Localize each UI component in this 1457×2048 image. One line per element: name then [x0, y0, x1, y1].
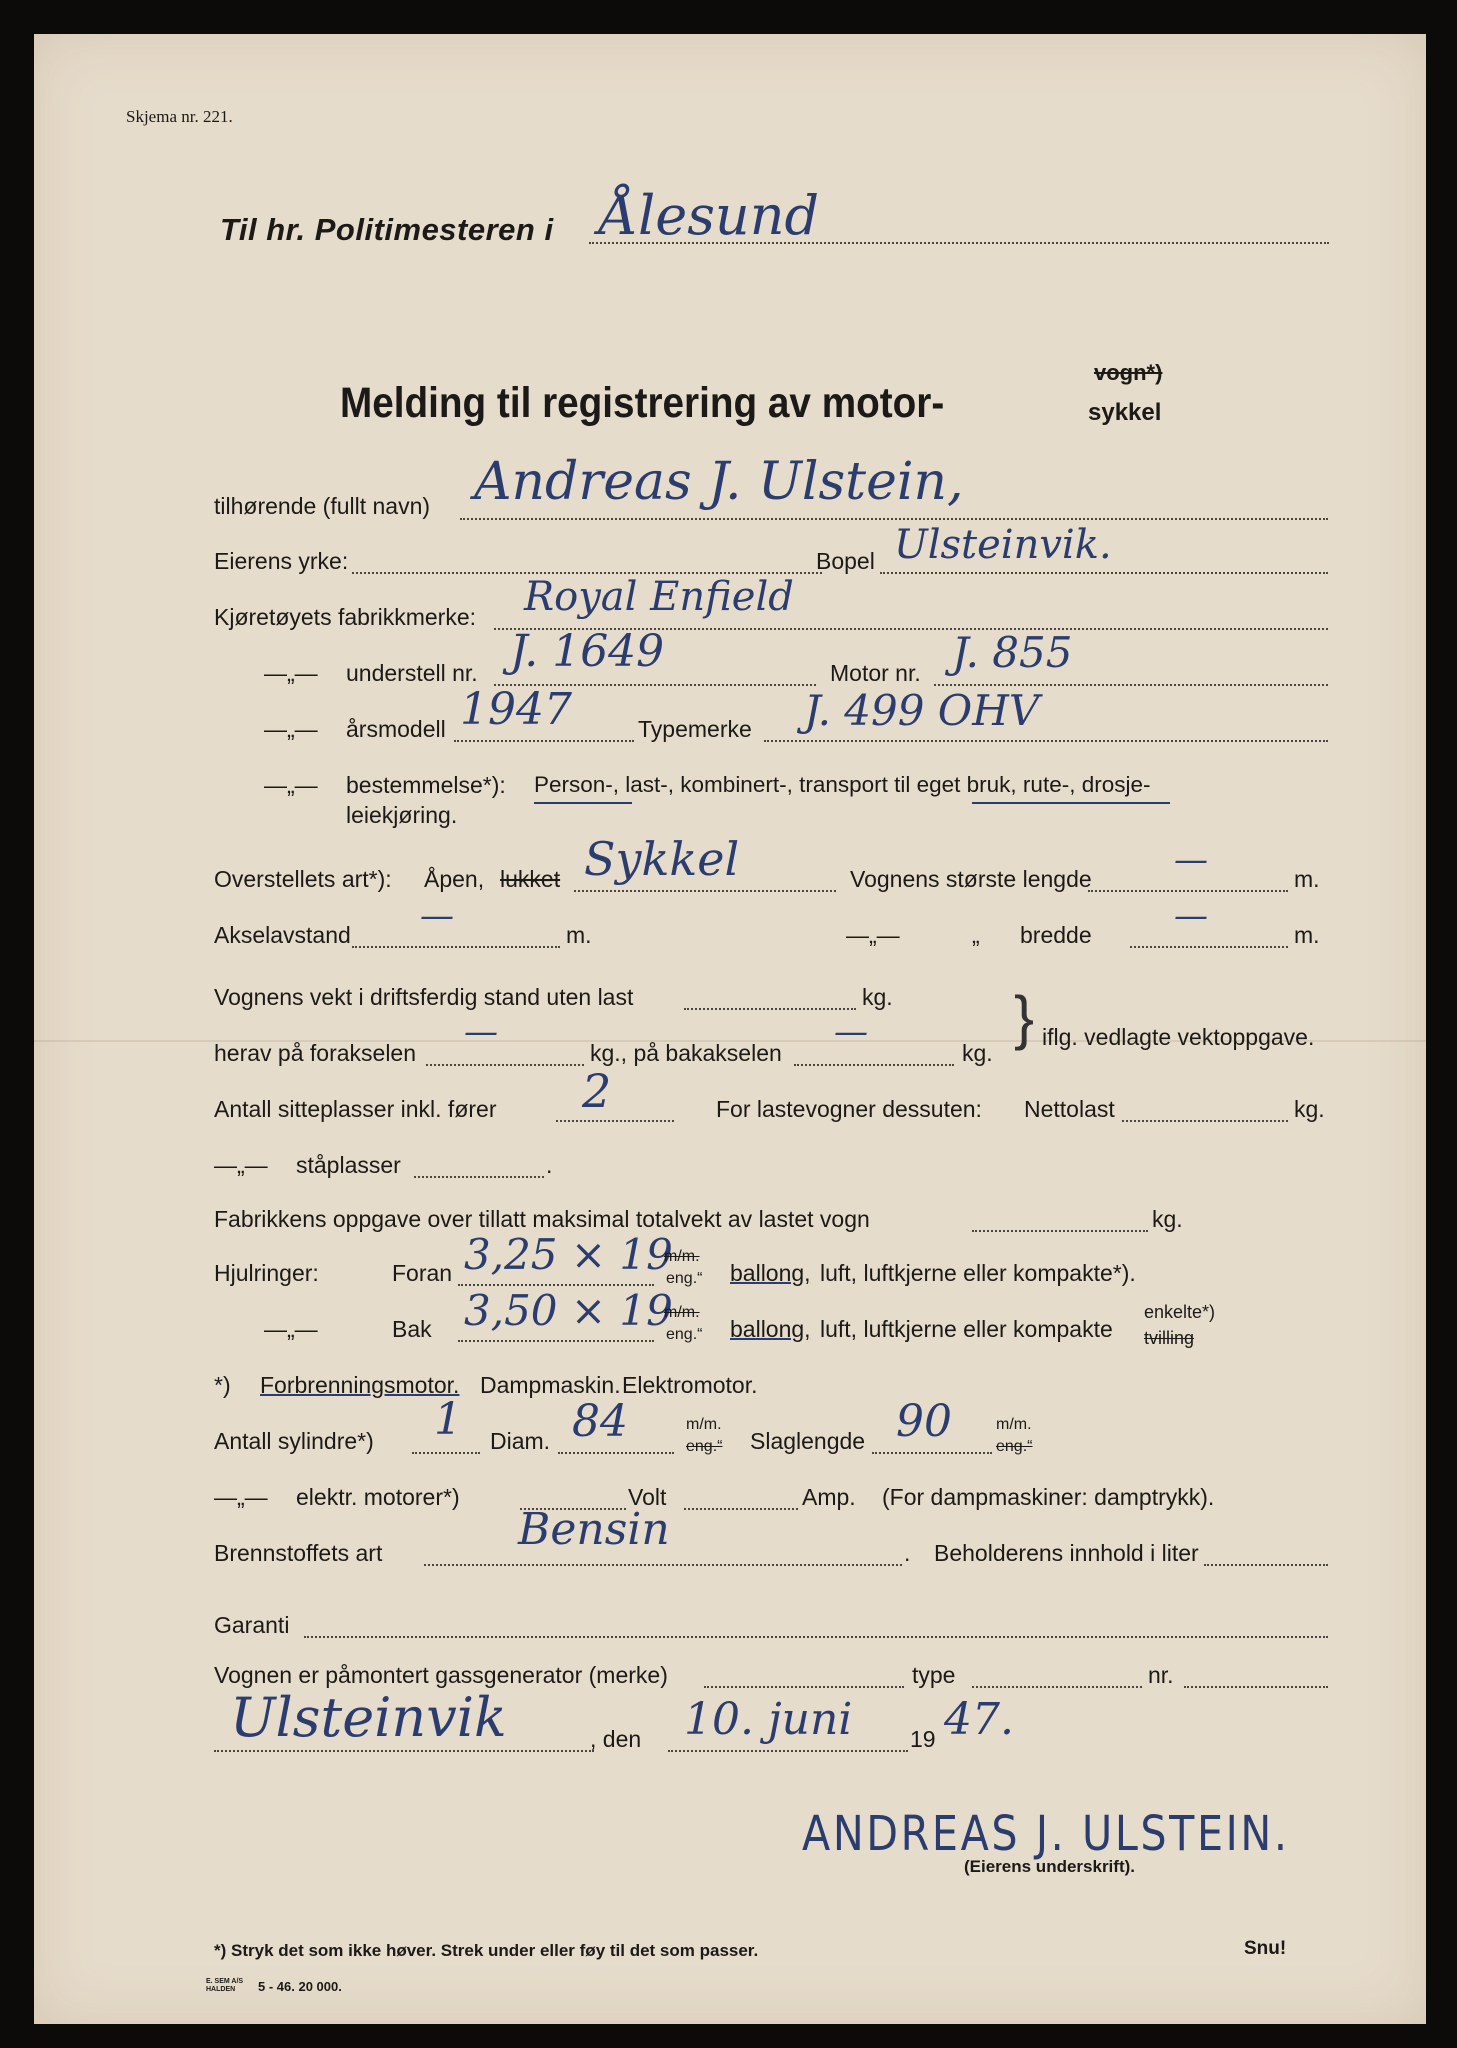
cylinders-line [412, 1452, 480, 1454]
body-value: Sykkel [584, 832, 740, 886]
unit-kg: kg. [962, 1040, 993, 1066]
net-load-label: Nettolast [1024, 1096, 1115, 1122]
fuel-value: Bensin [518, 1504, 670, 1555]
printer-mark: E. SEM A/S HALDEN [206, 1978, 244, 1993]
tank-label: Beholderens innhold i liter [934, 1540, 1199, 1566]
front-axle-value: — [464, 1012, 498, 1052]
place-line [214, 1750, 594, 1752]
form-title: Melding til registrering av motor- [340, 379, 945, 427]
type-value: J. 499 OHV [804, 686, 1040, 735]
ditto-mark: —„— [264, 660, 318, 686]
engine-type-combustion: Forbrenningsmotor. [260, 1372, 460, 1398]
diam-value: 84 [572, 1396, 628, 1447]
chassis-label: understell nr. [346, 660, 478, 686]
standing-label: ståplasser [296, 1152, 401, 1178]
unit-kg: kg. [1294, 1096, 1325, 1122]
brace: } [1014, 984, 1035, 1051]
occupation-label: Eierens yrke: [214, 548, 349, 574]
title-sykkel: sykkel [1088, 399, 1162, 426]
year-value: 1947 [460, 684, 572, 735]
fuel-line [424, 1564, 902, 1566]
signature-date: 10. juni [684, 1694, 853, 1745]
body-line [574, 890, 836, 892]
residence-label: Bopel [816, 548, 875, 574]
footnote-star: *) [214, 1372, 231, 1398]
tyres-kind-options: luft, luftkjerne eller kompakte [820, 1316, 1113, 1342]
ditto-mark: —„— [846, 922, 900, 948]
owner-name: Andreas J. Ulstein, [474, 452, 964, 512]
tyres-front-label: Foran [392, 1260, 453, 1286]
unit-kg: kg. [1152, 1206, 1183, 1232]
unit-eng: eng.“ [666, 1270, 703, 1287]
tank-line [1204, 1564, 1328, 1566]
year-prefix: 19 [910, 1726, 936, 1752]
year-line [454, 740, 634, 742]
owner-name-label: tilhørende (fullt navn) [214, 493, 431, 519]
tyres-rear-label: Bak [392, 1316, 432, 1342]
chassis-value: J. 1649 [510, 626, 665, 677]
weight-label: Vognens vekt i driftsferdig stand uten last [214, 984, 634, 1010]
addressee-city: Ålesund [599, 184, 820, 247]
diam-label: Diam. [490, 1428, 551, 1454]
ditto-mark: —„— [264, 716, 318, 742]
axle-line [352, 946, 560, 948]
cargo-label: For lastevogner dessuten: [716, 1096, 982, 1122]
purpose-label: bestemmelse*): [346, 772, 506, 798]
weight-line [684, 1008, 856, 1010]
unit-m: m. [566, 922, 592, 948]
engine-type-electric: Elektromotor. [622, 1372, 758, 1398]
ditto-mark: —„— [264, 772, 318, 798]
seats-value: 2 [582, 1064, 612, 1118]
tyres-rear-value: 3,50 × 19 [464, 1286, 673, 1335]
tyres-kind-ballong: ballong, [730, 1316, 811, 1342]
guarantee-line [304, 1636, 1328, 1638]
year-label: årsmodell [346, 716, 446, 742]
tyres-kind-ballong: ballong, [730, 1260, 811, 1286]
length-value: — [1174, 840, 1208, 880]
type-line [764, 740, 1328, 742]
amp-label: Amp. [802, 1484, 856, 1510]
seats-label: Antall sitteplasser inkl. fører [214, 1096, 497, 1122]
length-line [1088, 890, 1288, 892]
purpose-underline-own-use [972, 802, 1170, 804]
body-open: Åpen, [424, 866, 485, 892]
purpose-underline-person [534, 802, 632, 804]
ditto-quote: „ [972, 922, 980, 948]
stroke-line [872, 1452, 992, 1454]
title-vogn: vogn*) [1094, 360, 1163, 385]
axle-value: — [420, 896, 454, 936]
steam-pressure-label: (For dampmaskiner: damptrykk). [882, 1484, 1215, 1510]
owner-signature: ANDREAS J. ULSTEIN. [802, 1806, 1290, 1862]
form-paper [34, 34, 1426, 2024]
volt-label: Volt [628, 1484, 667, 1510]
signature-caption: (Eierens underskrift). [964, 1857, 1135, 1876]
purpose-options: Person-, last-, kombinert-, transport til eget bruk, rute-, drosje- [534, 772, 1151, 797]
body-closed: lukket [500, 866, 561, 892]
signature-place: Ulsteinvik [230, 1686, 507, 1749]
tyres-tvilling: tvilling [1144, 1328, 1195, 1348]
stroke-value: 90 [896, 1396, 952, 1447]
cylinders-value: 1 [434, 1394, 462, 1445]
date-den-label: , den [590, 1726, 642, 1752]
max-weight-line [972, 1230, 1148, 1232]
unit-m: m. [1294, 866, 1320, 892]
make-value: Royal Enfield [524, 574, 794, 620]
weight-note: iflg. vedlagte vektoppgave. [1042, 1024, 1315, 1050]
max-weight-label: Fabrikkens oppgave over tillatt maksimal totalvekt av lastet vogn [214, 1206, 870, 1232]
gas-no-line [1184, 1686, 1328, 1688]
rear-axle-line [794, 1064, 954, 1066]
unit-m: m. [1294, 922, 1320, 948]
unit-eng: eng.“ [666, 1326, 703, 1343]
width-value: — [1174, 896, 1208, 936]
cylinders-label: Antall sylindre*) [214, 1428, 374, 1454]
print-info: 5 - 46. 20 000. [258, 1979, 342, 1994]
guarantee-label: Garanti [214, 1612, 290, 1638]
purpose-options-2: leiekjøring. [346, 802, 458, 828]
seats-line [556, 1120, 674, 1122]
turn-over-note: Snu! [1244, 1938, 1287, 1959]
tyres-rear-line [458, 1340, 654, 1342]
schema-number: Skjema nr. 221. [126, 107, 233, 126]
motor-value: J. 855 [952, 628, 1073, 677]
motor-label: Motor nr. [830, 660, 921, 686]
signature-year: 47. [944, 1694, 1014, 1745]
net-load-line [1122, 1120, 1288, 1122]
electric-motors-label: elektr. motorer*) [296, 1484, 460, 1510]
unit-eng: eng.“ [996, 1438, 1033, 1455]
make-label: Kjøretøyets fabrikkmerke: [214, 604, 476, 630]
front-axle-label: herav på forakselen [214, 1040, 417, 1066]
gas-type-line [972, 1686, 1142, 1688]
length-label: Vognens største lengde [850, 866, 1092, 892]
body-label: Overstellets art*): [214, 866, 392, 892]
unit-mm: m/m. [664, 1248, 700, 1265]
stroke-label: Slaglengde [750, 1428, 866, 1454]
tyres-kind-options: luft, luftkjerne eller kompakte*). [820, 1260, 1136, 1286]
width-label: bredde [1020, 922, 1092, 948]
volt-line [684, 1508, 798, 1510]
type-label: Typemerke [638, 716, 752, 742]
gas-generator-line [704, 1686, 904, 1688]
fuel-label: Brennstoffets art [214, 1540, 383, 1566]
gas-generator-label: Vognen er påmontert gassgenerator (merke) [214, 1662, 668, 1688]
rear-axle-value: — [834, 1012, 868, 1052]
tyres-enkelte: enkelte*) [1144, 1302, 1216, 1322]
residence-line [880, 572, 1328, 574]
owner-name-line [460, 518, 1328, 520]
period: . [904, 1540, 911, 1566]
unit-mm: m/m. [996, 1416, 1032, 1433]
unit-mm: m/m. [664, 1304, 700, 1321]
diam-line [558, 1452, 674, 1454]
unit-eng: eng.“ [686, 1438, 723, 1455]
tyres-label: Hjulringer: [214, 1260, 319, 1286]
tyres-front-value: 3,25 × 19 [464, 1230, 673, 1279]
standing-line [414, 1176, 544, 1178]
unit-mm: m/m. [686, 1416, 722, 1433]
ditto-mark: —„— [214, 1152, 268, 1178]
unit-kg: kg. [862, 984, 893, 1010]
gas-type-label: type [912, 1662, 956, 1688]
width-line [1130, 946, 1288, 948]
residence-value: Ulsteinvik. [894, 522, 1112, 568]
axle-label: Akselavstand [214, 922, 351, 948]
front-axle-line [426, 1064, 584, 1066]
ditto-mark: —„— [264, 1316, 318, 1342]
gas-no-label: nr. [1148, 1662, 1174, 1688]
addressee-label: Til hr. Politimesteren i [220, 212, 554, 247]
period: . [546, 1152, 553, 1178]
ditto-mark: —„— [214, 1484, 268, 1510]
rear-axle-label: kg., på bakakselen [590, 1040, 782, 1066]
engine-type-steam: Dampmaskin. [480, 1372, 621, 1398]
date-line [668, 1750, 908, 1752]
footnote: *) Stryk det som ikke høver. Strek under eller føy til det som passer. [214, 1941, 759, 1960]
